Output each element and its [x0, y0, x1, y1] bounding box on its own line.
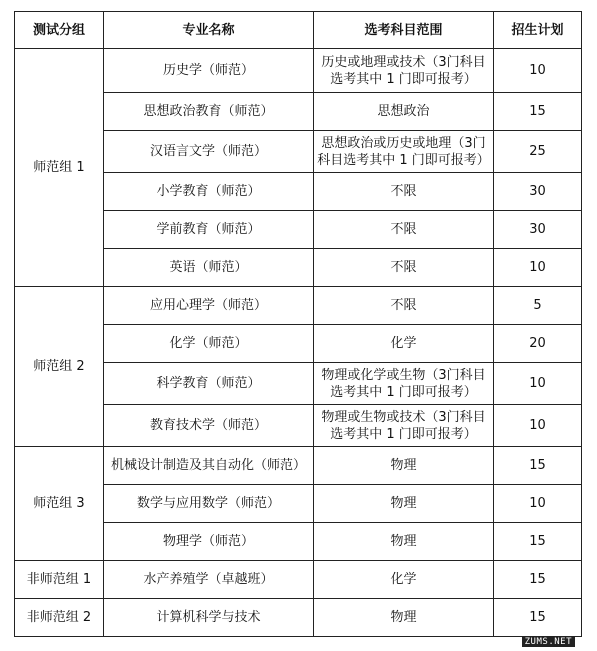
- group-cell: 非师范组 2: [15, 599, 104, 637]
- major-cell: 数学与应用数学（师范）: [104, 485, 314, 523]
- subject-range-cell: 物理: [314, 523, 494, 561]
- plan-cell: 15: [494, 523, 582, 561]
- table-row: [15, 49, 582, 93]
- table-row: [15, 561, 582, 599]
- group-cell: 师范组 3: [15, 447, 104, 561]
- major-cell: 小学教育（师范）: [104, 173, 314, 211]
- plan-cell: 10: [494, 249, 582, 287]
- table-body: [15, 49, 582, 637]
- major-cell: 汉语言文学（师范）: [104, 131, 314, 173]
- subject-range-cell: 思想政治或历史或地理（3门科目选考其中 1 门即可报考）: [314, 131, 494, 173]
- major-cell: 机械设计制造及其自动化（师范）: [104, 447, 314, 485]
- major-cell: 学前教育（师范）: [104, 211, 314, 249]
- header-major: 专业名称: [104, 12, 314, 49]
- header-enrollment-plan: 招生计划: [494, 12, 582, 49]
- subject-range-cell: 不限: [314, 249, 494, 287]
- group-cell: 师范组 2: [15, 287, 104, 447]
- subject-range-cell: 物理: [314, 599, 494, 637]
- header-subject-range: 选考科目范围: [314, 12, 494, 49]
- major-cell: 科学教育（师范）: [104, 363, 314, 405]
- subject-range-cell: 不限: [314, 173, 494, 211]
- plan-cell: 25: [494, 131, 582, 173]
- subject-range-cell: 不限: [314, 287, 494, 325]
- plan-cell: 10: [494, 485, 582, 523]
- table-row: [15, 447, 582, 485]
- major-cell: 应用心理学（师范）: [104, 287, 314, 325]
- watermark: ZUMS.NET: [522, 637, 575, 647]
- header-group: 测试分组: [15, 12, 104, 49]
- admissions-table: [14, 11, 582, 637]
- group-cell: 非师范组 1: [15, 561, 104, 599]
- plan-cell: 15: [494, 93, 582, 131]
- plan-cell: 5: [494, 287, 582, 325]
- table-row: [15, 599, 582, 637]
- plan-cell: 10: [494, 405, 582, 447]
- major-cell: 化学（师范）: [104, 325, 314, 363]
- plan-cell: 15: [494, 561, 582, 599]
- subject-range-cell: 物理或化学或生物（3门科目选考其中 1 门即可报考）: [314, 363, 494, 405]
- table-row: [15, 287, 582, 325]
- subject-range-cell: 思想政治: [314, 93, 494, 131]
- major-cell: 计算机科学与技术: [104, 599, 314, 637]
- plan-cell: 15: [494, 599, 582, 637]
- major-cell: 思想政治教育（师范）: [104, 93, 314, 131]
- subject-range-cell: 物理或生物或技术（3门科目选考其中 1 门即可报考）: [314, 405, 494, 447]
- plan-cell: 30: [494, 211, 582, 249]
- plan-cell: 10: [494, 49, 582, 93]
- major-cell: 历史学（师范）: [104, 49, 314, 93]
- plan-cell: 30: [494, 173, 582, 211]
- plan-cell: 15: [494, 447, 582, 485]
- major-cell: 物理学（师范）: [104, 523, 314, 561]
- major-cell: 教育技术学（师范）: [104, 405, 314, 447]
- subject-range-cell: 化学: [314, 561, 494, 599]
- major-cell: 英语（师范）: [104, 249, 314, 287]
- subject-range-cell: 物理: [314, 447, 494, 485]
- subject-range-cell: 历史或地理或技术（3门科目选考其中 1 门即可报考）: [314, 49, 494, 93]
- subject-range-cell: 物理: [314, 485, 494, 523]
- header-row: [15, 12, 582, 49]
- plan-cell: 20: [494, 325, 582, 363]
- group-cell: 师范组 1: [15, 49, 104, 287]
- subject-range-cell: 化学: [314, 325, 494, 363]
- plan-cell: 10: [494, 363, 582, 405]
- major-cell: 水产养殖学（卓越班）: [104, 561, 314, 599]
- subject-range-cell: 不限: [314, 211, 494, 249]
